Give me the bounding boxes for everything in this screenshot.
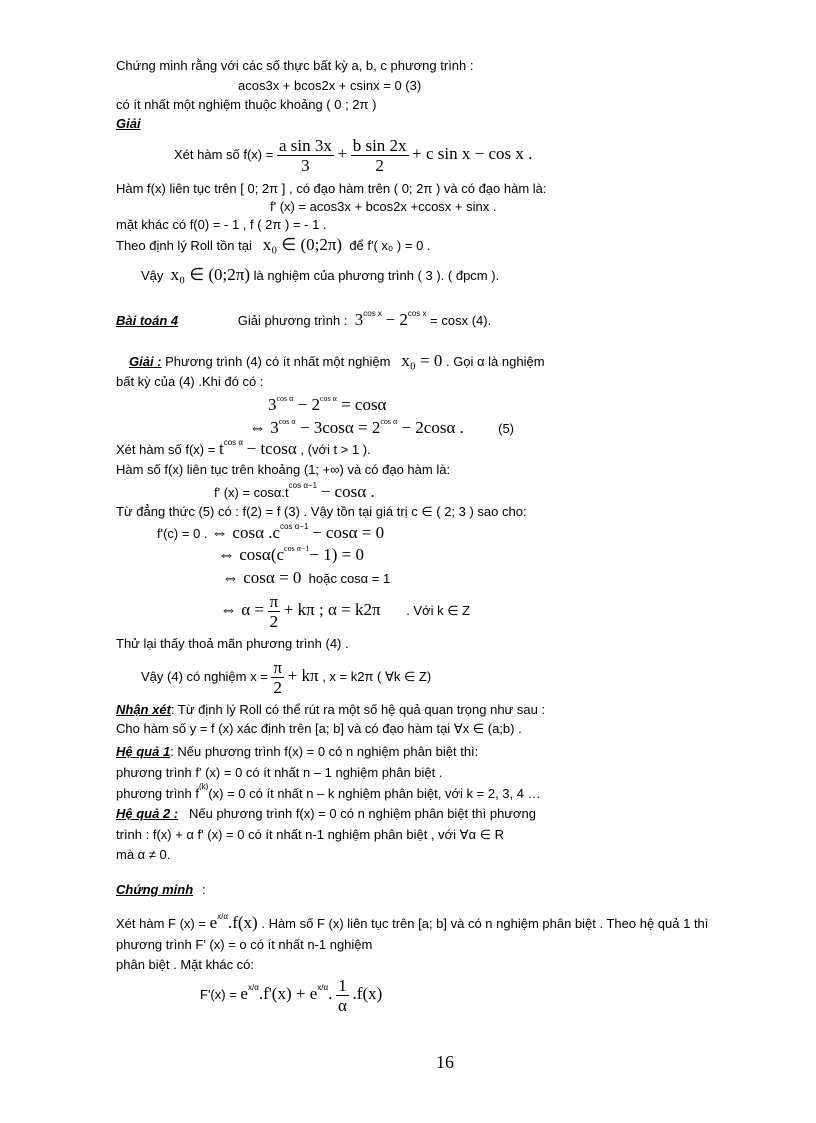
proof-heading: Chứng minh [116,882,194,897]
derivative-line: f' $(x) = \cos\alpha.t^{cos \alpha-1} - \cos\alpha$ . [214,481,375,501]
problem-4: Bài toán 4 Giải phương trình : $3^{cos x} - 2^{cos x} = \cos x$ (4). [116,309,492,329]
derivative-F: $F'(x) = e^{x/\alpha}.f'(x) + e^{x/\alpha}$. $\frac{1}{\alpha}$ .f(x) [200,976,383,1016]
equation-5: ⇔ $3^{cos \alpha} - 3\cos\alpha = 2^{cos \alpha} - 2\cos\alpha$ . (5) [249,417,515,437]
text-line: trình : f(x) + α f' (x) = 0 có ít nhất n-1 nghiệm phân biệt , với ∀α ∈ R [116,827,505,842]
remark-line: Nhận xét: Từ định lý Roll có thể rút ra một số hệ quả quan trọng như sau : [116,702,546,717]
text-line: Hàm số f(x) liên tục trên khoảng (1; +∞) và có đạo hàm là: [116,462,451,477]
text-line: bất kỳ của (4) .Khi đó có : [116,374,264,389]
text-line: Thử lại thấy thoả mãn phương trình (4) . [116,636,349,651]
page-number: 16 [436,1052,454,1072]
solution-heading: Giải [116,116,141,131]
text-line: phân biệt . Mặt khác có: [116,957,255,972]
corollary-2: Hệ quả 2 : Nếu phương trình f(x) = 0 có n nghiệm phân biệt thì phương [116,806,536,821]
equation: ⇔ cosα = 0 hoặc cosα = 1 [222,568,391,587]
corollary-1: Hệ quả 1: Nếu phương trình f(x) = 0 có n nghiệm phân biệt thì: [116,744,479,759]
text-line: mà α ≠ 0. [116,847,171,862]
text-line: có ít nhất một nghiệm thuộc khoảng ( 0 ; 2π ) [116,97,377,112]
text-line: Cho hàm số y = f (x) xác định trên [a; b] và có đạo hàm tại ∀x ∈ (a;b) . [116,721,522,736]
text-line: Chứng minh rằng với các số thực bất kỳ a, b, c phương trình : [116,58,474,73]
text-line: Hàm f(x) liên tục trên [ 0; 2π ] , có đạo hàm trên ( 0; 2π ) và có đạo hàm là: [116,181,547,196]
text-line: phương trình $f^{(k)}(x) = 0$ có ít nhất n – k nghiệm phân biệt, với k = 2, 3, 4 … [116,782,541,801]
text-line: Theo định lý Roll tồn tại x₀ ∈ (0;2π) để f'( x₀ ) = 0 . [116,235,431,254]
equation-3: acos3x + bcos2x + csinx = 0 (3) [238,78,422,93]
function-definition: Xét hàm số f(x) = $\frac{\text{a sin 3x}}{3}$ + $\frac{\text{b sin 2x}}{2}$ + c sin x − cos x . [174,136,533,176]
equation: ⇔ α = $\frac{\pi}{2}$ + kπ ; α = k2π . Với k ∈ Z [220,592,471,632]
proof-colon: : [202,882,206,897]
text-line: Xét hàm số $f(x) = t^{cos \alpha} - tcos\alpha$ , (với t > 1 ). [116,438,371,458]
solution-line: Giải : Phương trình (4) có ít nhất một nghiệm x₀ = 0 . Gọi α là nghiệm [129,351,545,370]
text-line: Từ đẳng thức (5) có : f(2) = f (3) . Vậy tồn tại giá trị c ∈ ( 2; 3 ) sao cho: [116,504,527,519]
equation: ⇔ $\cos\alpha(c^{cos \alpha-1}- 1) = 0$ [218,544,364,564]
equation: $3^{cos \alpha} - 2^{cos \alpha} = \cos\alpha$ [268,394,387,414]
text-line: Xét hàm F $(x) = e^{x/\alpha}.f(x)$ . Hàm số F (x) liên tục trên [a; b] và có n nghiệm phân biệt . Theo hệ quả 1 thì [116,912,709,932]
text-line: phương trình F' (x) = o có ít nhất n-1 nghiệm [116,937,373,952]
text-line: phương trình f' (x) = 0 có ít nhất n – 1 nghiệm phân biệt . [116,765,443,780]
conclusion-line: Vậy x₀ ∈ (0;2π) là nghiệm của phương trình ( 3 ). ( đpcm ). [141,265,500,284]
derivative-line: f' (x) = acos3x + bcos2x +ccosx + sinx . [270,199,497,214]
text-line: mặt khác có f(0) = - 1 , f ( 2π ) = - 1 . [116,217,327,232]
equation: f'(c) = 0 . ⇔ cosα $.c^{cos \alpha-1} - \cos\alpha = 0$ [157,522,385,542]
conclusion-line: Vậy (4) có nghiệm x = $\frac{\pi}{2}$ + kπ , x = k2π ( ∀k ∈ Z) [141,658,432,698]
